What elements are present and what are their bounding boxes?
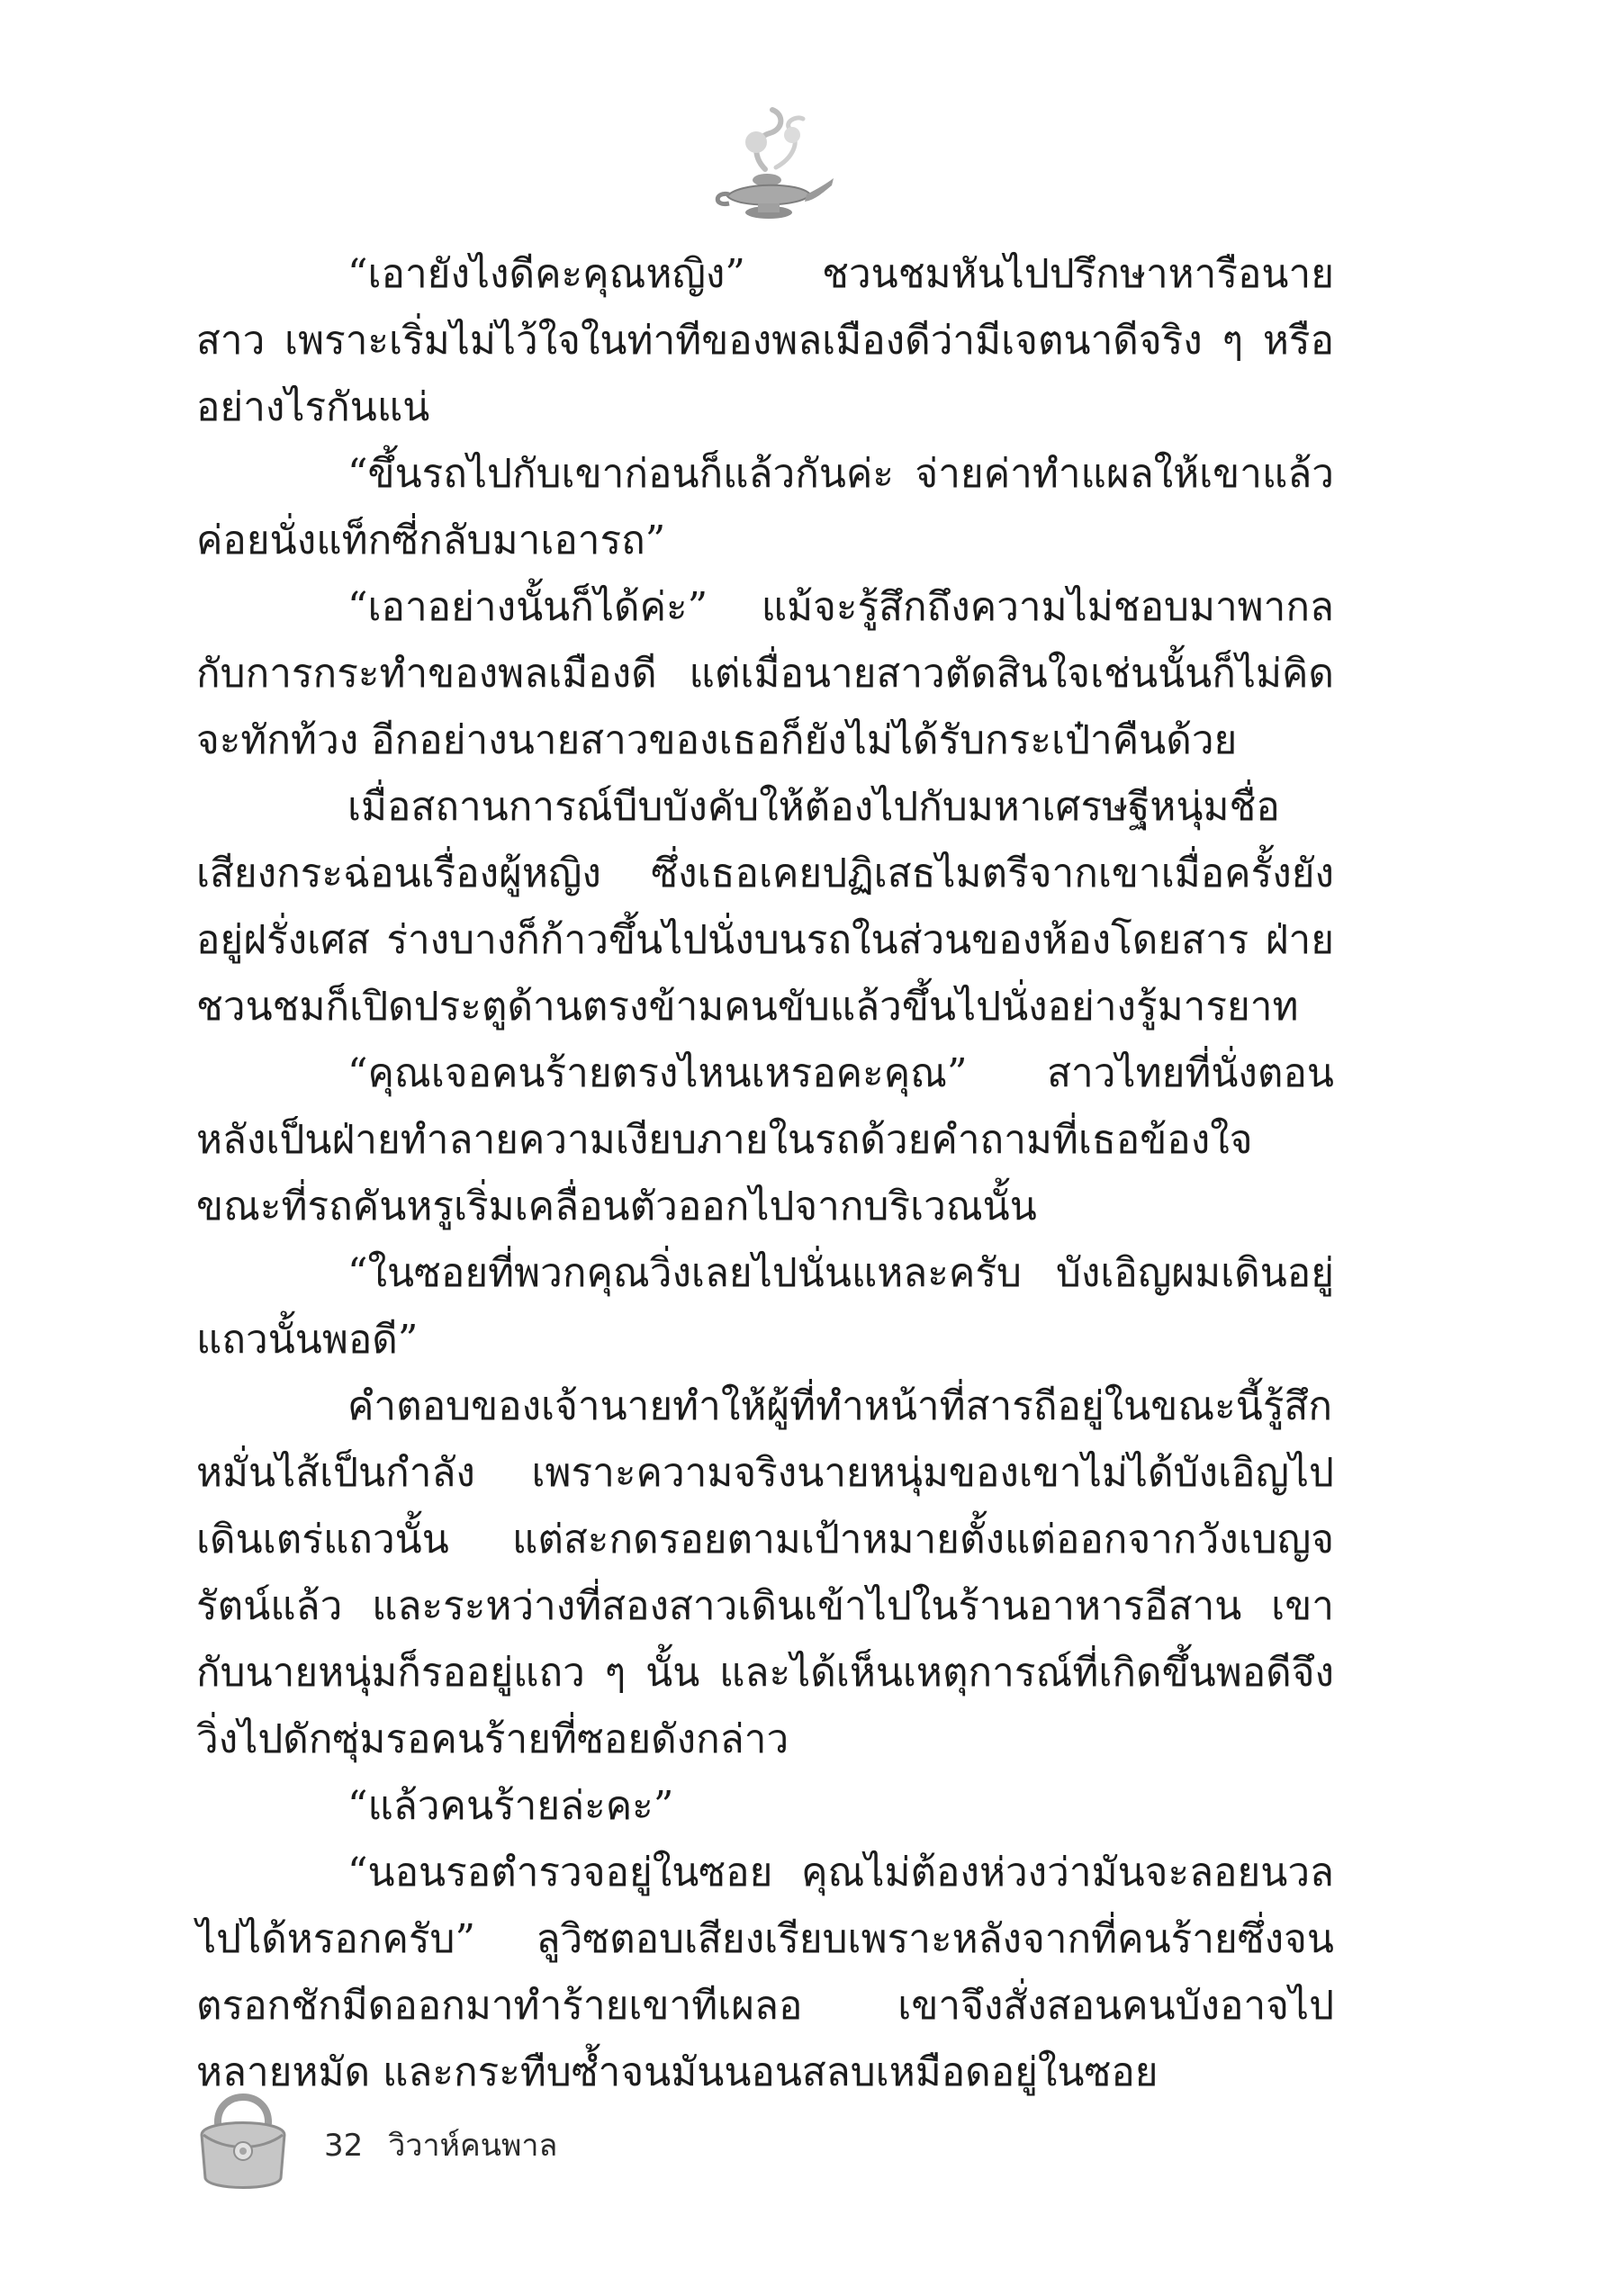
paragraph: “นอนรอตำรวจอยู่ในซอย คุณไม่ต้องห่วงว่ามันจะลอยนวลไปได้หรอกครับ” ลูวิซตอบเสียงเรียบเพราะหลังจากที่คนร้ายซึ่งจนตรอกชักมีดออกมาทำร้ายเขาทีเผลอ เขาจึงสั่งสอนคนบังอาจไปหลายหมัด และกระทืบซ้ำจนมันนอนสลบเหมือดอยู่ในซอย: [196, 1850, 1334, 2095]
paragraph: “เอาอย่างนั้นก็ได้ค่ะ” แม้จะรู้สึกถึงความไม่ชอบมาพากลกับการกระทำของพลเมืองดี แต่เมื่อนายสาวตัดสินใจเช่นนั้นก็ไม่คิดจะทักท้วง อีกอย่างนายสาวของเธอก็ยังไม่ได้รับกระเป๋าคืนด้วย: [196, 584, 1334, 763]
body-text: [196, 241, 1334, 2106]
page-footer: [189, 2079, 639, 2196]
page-number: 32: [324, 2128, 364, 2164]
handbag-icon: [189, 2079, 297, 2196]
paragraph: “เอายังไงดีคะคุณหญิง” ชวนชมหันไปปรึกษาหารือนายสาว เพราะเริ่มไม่ไว้ใจในท่าทีของพลเมืองดีว่ามีเจตนาดีจริง ๆ หรืออย่างไรกันแน่: [196, 251, 1334, 430]
genie-lamp-icon: [702, 106, 837, 232]
paragraph: “คุณเจอคนร้ายตรงไหนเหรอคะคุณ” สาวไทยที่นั่งตอนหลังเป็นฝ่ายทำลายความเงียบภายในรถด้วยคำถามที่เธอข้องใจ ขณะที่รถคันหรูเริ่มเคลื่อนตัวออกไปจากบริเวณนั้น: [196, 1050, 1334, 1229]
book-title: วิวาห์คนพาล: [388, 2128, 558, 2164]
paragraph: “ขึ้นรถไปกับเขาก่อนก็แล้วกันค่ะ จ่ายค่าทำแผลให้เขาแล้วค่อยนั่งแท็กซี่กลับมาเอารถ”: [196, 451, 1334, 563]
paragraph: “แล้วคนร้ายล่ะคะ”: [347, 1783, 674, 1829]
paragraph: คำตอบของเจ้านายทำให้ผู้ที่ทำหน้าที่สารถีอยู่ในขณะนี้รู้สึกหมั่นไส้เป็นกำลัง เพราะความจริงนายหนุ่มของเขาไม่ได้บังเอิญไปเดินเตร่แถวนั้น แต่สะกดรอยตามเป้าหมายตั้งแต่ออกจากวังเบญจรัตน์แล้ว และระหว่างที่สองสาวเดินเข้าไปในร้านอาหารอีสาน เขากับนายหนุ่มก็รออยู่แถว ๆ นั้น และได้เห็นเหตุการณ์ที่เกิดขึ้นพอดีจึงวิ่งไปดักซุ่มรอคนร้ายที่ซอยดังกล่าว: [196, 1383, 1334, 1762]
paragraph: “ในซอยที่พวกคุณวิ่งเลยไปนั่นแหละครับ บังเอิญผมเดินอยู่แถวนั้นพอดี”: [196, 1250, 1334, 1363]
paragraph: เมื่อสถานการณ์บีบบังคับให้ต้องไปกับมหาเศรษฐีหนุ่มชื่อเสียงกระฉ่อนเรื่องผู้หญิง ซึ่งเธอเคยปฏิเสธไมตรีจากเขาเมื่อครั้งยังอยู่ฝรั่งเศส ร่างบางก็ก้าวขึ้นไปนั่งบนรถในส่วนของห้องโดยสาร ฝ่ายชวนชมก็เปิดประตูด้านตรงข้ามคนขับแล้วขึ้นไปนั่งอย่างรู้มารยาท: [196, 784, 1334, 1030]
footer-text: [324, 2120, 557, 2169]
